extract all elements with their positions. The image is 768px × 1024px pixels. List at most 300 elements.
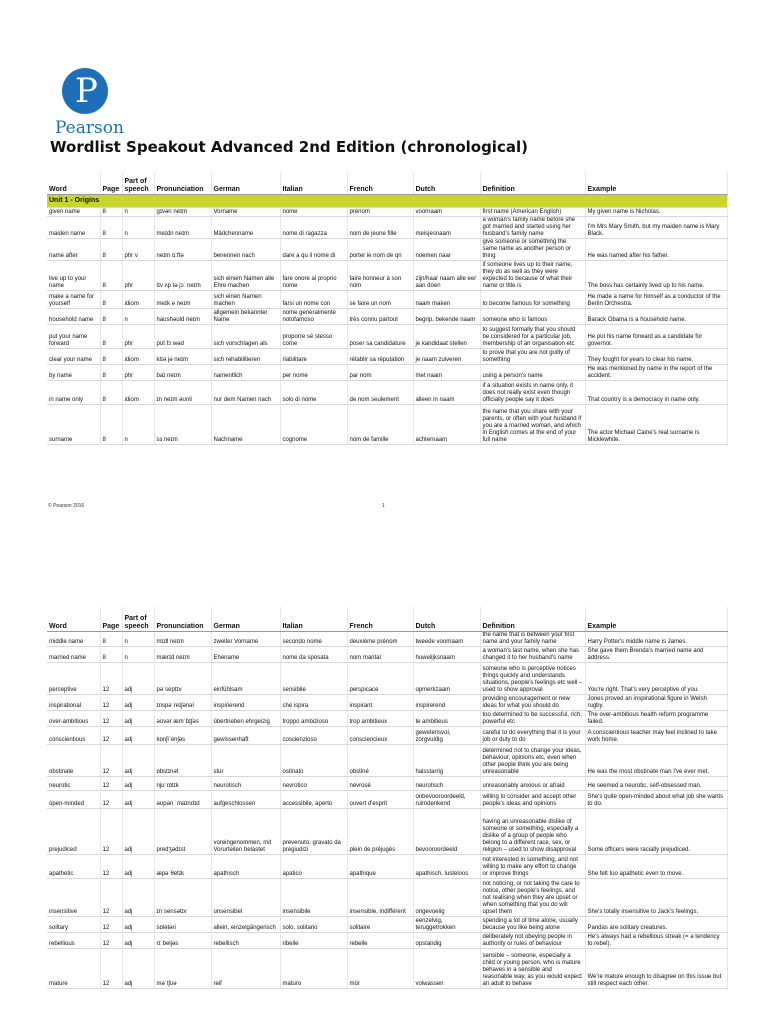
pearson-logo-icon — [62, 68, 108, 114]
cell-word: surname — [47, 404, 100, 444]
cell-word: prejudiced — [47, 808, 100, 854]
cell-german: aufgeschlossen — [211, 790, 280, 808]
cell-pronunciation: pəˈseptɪv — [154, 662, 211, 694]
cell-example: He made a name for himself as a conductor of the Berlin Orchestra. — [585, 290, 727, 308]
cell-pronunciation: mærɪd neɪm — [154, 646, 211, 662]
cell-page: 12 — [100, 948, 122, 988]
cell-italian: dare a qu il nome di — [280, 238, 347, 260]
cell-definition: if someone lives up to their name, they do as well as they were expected to because of what their name or title is — [480, 260, 585, 290]
cell-word: live up to your name — [47, 260, 100, 290]
header-example: Example — [585, 607, 727, 631]
cell-italian: nome — [280, 207, 347, 216]
header-german: German — [211, 172, 280, 194]
cell-definition: to prove that you are not guilty of something — [480, 348, 585, 364]
cell-dutch: gewetensvol, zorgvuldig — [413, 726, 480, 744]
cell-page: 12 — [100, 808, 122, 854]
cell-example: He was the most obstinate man I've ever met. — [585, 744, 727, 776]
cell-definition: someone who is perceptive notices things quickly and understands situations, people's feelings etc well – used to show approval — [480, 662, 585, 694]
wordlist-table-2 — [47, 607, 728, 989]
cell-pronunciation: æpəˈθetɪk — [154, 854, 211, 878]
cell-example: She's quite open-minded about what job she wants to do. — [585, 790, 727, 808]
cell-page: 12 — [100, 776, 122, 790]
cell-german: nur dem Namen nach — [211, 380, 280, 404]
header-definition: Definition — [480, 172, 585, 194]
cell-page: 12 — [100, 726, 122, 744]
cell-part-of-speech: adj — [122, 710, 154, 726]
cell-example: She felt too apathetic even to move. — [585, 854, 727, 878]
cell-dutch: alleen in naam — [413, 380, 480, 404]
cell-german: sich einen Namen machen — [211, 290, 280, 308]
header-italian: Italian — [280, 172, 347, 194]
cell-dutch: met naam — [413, 364, 480, 380]
cell-german: allein, einzelgängerisch — [211, 916, 280, 932]
table-row — [47, 932, 727, 948]
cell-dutch: bevooroordeeld — [413, 808, 480, 854]
cell-example: The actor Michael Caine's real surname is Micklewhite. — [585, 404, 727, 444]
cell-definition: a woman's family name before she got married and started using her husband's family name — [480, 216, 585, 238]
table-row — [47, 216, 727, 238]
cell-part-of-speech: adj — [122, 694, 154, 710]
cell-part-of-speech: adj — [122, 776, 154, 790]
cell-italian: troppo ambizioso — [280, 710, 347, 726]
table-row — [47, 744, 727, 776]
cell-italian: solo di nome — [280, 380, 347, 404]
cell-pronunciation: baɪ neɪm — [154, 364, 211, 380]
cell-italian: nevrotico — [280, 776, 347, 790]
cell-part-of-speech: adj — [122, 790, 154, 808]
table-row — [47, 776, 727, 790]
cell-french: nom marital — [347, 646, 413, 662]
cell-example: Harry Potter's middle name is James. — [585, 631, 727, 646]
cell-french: poser sa candidature — [347, 324, 413, 348]
cell-definition: spending a lot of time alone, usually because you like being alone — [480, 916, 585, 932]
cell-word: middle name — [47, 631, 100, 646]
cell-pronunciation: sɜːneɪm — [154, 404, 211, 444]
cell-page: 8 — [100, 216, 122, 238]
cell-word: by name — [47, 364, 100, 380]
cell-german: namentlich — [211, 364, 280, 380]
cell-pronunciation: ɪn neɪm əʊnli — [154, 380, 211, 404]
cell-page: 12 — [100, 854, 122, 878]
cell-german: übertrieben ehrgeizig — [211, 710, 280, 726]
table-row — [47, 238, 727, 260]
cell-french: rétablir sa réputation — [347, 348, 413, 364]
header-word: Word — [47, 607, 100, 631]
cell-pronunciation: haʊshəʊld neɪm — [154, 308, 211, 324]
header-part-of-speech: Part of speech — [122, 607, 154, 631]
cell-dutch: te ambitieus — [413, 710, 480, 726]
cell-definition: to suggest formally that you should be considered for a particular job, membership of an organisation etc — [480, 324, 585, 348]
cell-definition: determined not to change your ideas, behaviour, opinions etc, even when other people think you are being unreasonable — [480, 744, 585, 776]
cell-word: obstinate — [47, 744, 100, 776]
table-row — [47, 662, 727, 694]
header-italian: Italian — [280, 607, 347, 631]
table-row — [47, 790, 727, 808]
cell-french: consciencieux — [347, 726, 413, 744]
cell-definition: providing encouragement or new ideas for what you should do — [480, 694, 585, 710]
table-row — [47, 808, 727, 854]
table-row — [47, 308, 727, 324]
logo-text: Pearson — [55, 118, 124, 138]
header-page: Page — [100, 607, 122, 631]
cell-german: Ehename — [211, 646, 280, 662]
cell-page: 8 — [100, 364, 122, 380]
cell-german: reif — [211, 948, 280, 988]
cell-definition: using a person's name — [480, 364, 585, 380]
cell-german: benennen nach — [211, 238, 280, 260]
cell-page: 8 — [100, 238, 122, 260]
cell-page: 8 — [100, 348, 122, 364]
cell-pronunciation: klɪə jə neɪm — [154, 348, 211, 364]
cell-dutch: volwassen — [413, 948, 480, 988]
cell-pronunciation: neɪm ɑːftə — [154, 238, 211, 260]
cell-page: 8 — [100, 404, 122, 444]
cell-example: Some officers were racially prejudiced. — [585, 808, 727, 854]
cell-french: de nom seulement — [347, 380, 413, 404]
cell-dutch: achternaam — [413, 404, 480, 444]
cell-example: He was mentioned by name in the report of the accident. — [585, 364, 727, 380]
cell-definition: not noticing, or not taking the care to notice, other people's feelings, and not realising when they are upset or when something that you do will upset them — [480, 878, 585, 916]
cell-word: over-ambitious — [47, 710, 100, 726]
cell-part-of-speech: adj — [122, 916, 154, 932]
cell-page: 8 — [100, 631, 122, 646]
header-dutch: Dutch — [413, 607, 480, 631]
cell-italian: nome di ragazza — [280, 216, 347, 238]
header-pronunciation: Pronunciation — [154, 607, 211, 631]
cell-french: ouvert d'esprit — [347, 790, 413, 808]
cell-word: name after — [47, 238, 100, 260]
cell-dutch: je kandidaat stellen — [413, 324, 480, 348]
unit-row — [47, 194, 727, 207]
header-example: Example — [585, 172, 727, 194]
cell-page: 8 — [100, 308, 122, 324]
cell-pronunciation: ɒbstɪnət — [154, 744, 211, 776]
cell-dutch: apathisch, lusteloos — [413, 854, 480, 878]
cell-german: Nachname — [211, 404, 280, 444]
cell-pronunciation: kɒnʃiˈenʃəs — [154, 726, 211, 744]
cell-german: Mädchenname — [211, 216, 280, 238]
cell-example: He seemed a neurotic, self-obsessed man. — [585, 776, 727, 790]
footer-page-number: 1 — [382, 503, 385, 509]
cell-example: Pandas are solitary creatures. — [585, 916, 727, 932]
cell-french: faire honneur à son nom — [347, 260, 413, 290]
cell-italian: che ispira — [280, 694, 347, 710]
cell-french: apathique — [347, 854, 413, 878]
cell-page: 12 — [100, 932, 122, 948]
cell-page: 8 — [100, 380, 122, 404]
table-row — [47, 710, 727, 726]
cell-dutch: ongevoelig — [413, 878, 480, 916]
cell-italian: ostinato — [280, 744, 347, 776]
cell-french: porter le nom de qn — [347, 238, 413, 260]
cell-part-of-speech: n — [122, 308, 154, 324]
cell-word: mature — [47, 948, 100, 988]
cell-italian: coscienzioso — [280, 726, 347, 744]
cell-dutch: begrip, bekende naam — [413, 308, 480, 324]
cell-part-of-speech: idiom — [122, 290, 154, 308]
table-row — [47, 348, 727, 364]
cell-word: apathetic — [47, 854, 100, 878]
cell-pronunciation: njʊˈrɒtɪk — [154, 776, 211, 790]
cell-french: se faire un nom — [347, 290, 413, 308]
cell-definition: the name that is between your first name and your family name — [480, 631, 585, 646]
header-german: German — [211, 607, 280, 631]
cell-definition: deliberately not obeying people in authority or rules of behaviour — [480, 932, 585, 948]
table-header-row — [47, 607, 727, 631]
cell-example: He put his name forward as a candidate for governor. — [585, 324, 727, 348]
cell-italian: nome generalmente notofamoso — [280, 308, 347, 324]
cell-part-of-speech: phr — [122, 364, 154, 380]
cell-italian: apatico — [280, 854, 347, 878]
cell-example: Jones proved an inspirational figure in Welsh rugby. — [585, 694, 727, 710]
table-row — [47, 364, 727, 380]
cell-pronunciation: meɪk ə neɪm — [154, 290, 211, 308]
cell-word: inspirational — [47, 694, 100, 710]
cell-definition: too determined to be successful, rich, powerful etc — [480, 710, 585, 726]
cell-italian: proporre sé stesso come — [280, 324, 347, 348]
cell-dutch: meisjesnaam — [413, 216, 480, 238]
cell-dutch: opmerkzaam — [413, 662, 480, 694]
cell-definition: a woman's last name, when she has changed it to her husband's name — [480, 646, 585, 662]
cell-example: They fought for years to clear his name. — [585, 348, 727, 364]
cell-italian: fare onore al proprio nome — [280, 260, 347, 290]
cell-part-of-speech: idiom — [122, 348, 154, 364]
cell-dutch: voornaam — [413, 207, 480, 216]
cell-pronunciation: məˈtʃʊə — [154, 948, 211, 988]
cell-italian: maturo — [280, 948, 347, 988]
cell-pronunciation: lɪv ʌp tə jɔː neɪm — [154, 260, 211, 290]
cell-italian: cognome — [280, 404, 347, 444]
cell-french: obstiné — [347, 744, 413, 776]
cell-word: conscientious — [47, 726, 100, 744]
cell-word: insensitive — [47, 878, 100, 916]
cell-page: 12 — [100, 710, 122, 726]
cell-page: 12 — [100, 694, 122, 710]
cell-word: solitary — [47, 916, 100, 932]
cell-pronunciation: pʊt fɔːwəd — [154, 324, 211, 348]
cell-dutch: naam maken — [413, 290, 480, 308]
table-row — [47, 916, 727, 932]
table-header-row — [47, 172, 727, 194]
cell-german: einfühlsam — [211, 662, 280, 694]
cell-example: My given name is Nicholas. — [585, 207, 727, 216]
cell-dutch: noemen naar — [413, 238, 480, 260]
header-word: Word — [47, 172, 100, 194]
cell-definition: someone who is famous — [480, 308, 585, 324]
cell-example: We're mature enough to disagree on this issue but still respect each other. — [585, 948, 727, 988]
cell-word: make a name for yourself — [47, 290, 100, 308]
cell-word: given name — [47, 207, 100, 216]
cell-example: She gave them Brenda's married name and address. — [585, 646, 727, 662]
table-row — [47, 646, 727, 662]
cell-french: solitaire — [347, 916, 413, 932]
header-pronunciation: Pronunciation — [154, 172, 211, 194]
cell-page: 12 — [100, 878, 122, 916]
cell-definition: careful to do everything that it is your job or duty to do — [480, 726, 585, 744]
cell-page: 8 — [100, 646, 122, 662]
cell-dutch: neurotisch — [413, 776, 480, 790]
table-row — [47, 404, 727, 444]
cell-french: inspirant — [347, 694, 413, 710]
table-row — [47, 631, 727, 646]
cell-italian: insensibile — [280, 878, 347, 916]
cell-pronunciation: ɡɪvən neɪm — [154, 207, 211, 216]
cell-french: plein de préjugés — [347, 808, 413, 854]
cell-italian: accessibile, aperto — [280, 790, 347, 808]
cell-dutch: zijn/haar naam alle eer aan doen — [413, 260, 480, 290]
cell-italian: nome da sposata — [280, 646, 347, 662]
cell-french: nom de jeune fille — [347, 216, 413, 238]
table-row — [47, 324, 727, 348]
unit-label: Unit 1 - Origins — [47, 194, 727, 207]
cell-german: apathisch — [211, 854, 280, 878]
cell-page: 12 — [100, 662, 122, 694]
cell-word: maiden name — [47, 216, 100, 238]
cell-french: prénom — [347, 207, 413, 216]
header-page: Page — [100, 172, 122, 194]
cell-dutch: inspirerend — [413, 694, 480, 710]
cell-german: voreingenommen, mit Vorurteilen belastet — [211, 808, 280, 854]
cell-definition: give someone or something the same name as another person or thing — [480, 238, 585, 260]
cell-page: 8 — [100, 290, 122, 308]
cell-part-of-speech: adj — [122, 744, 154, 776]
cell-german: sich vorschlagen als — [211, 324, 280, 348]
cell-pronunciation: ɪnˈsensətɪv — [154, 878, 211, 916]
cell-word: married name — [47, 646, 100, 662]
cell-french: par nom — [347, 364, 413, 380]
cell-part-of-speech: adj — [122, 726, 154, 744]
cell-page: 12 — [100, 744, 122, 776]
table-row — [47, 948, 727, 988]
cell-word: open-minded — [47, 790, 100, 808]
cell-pronunciation: predʒədɪst — [154, 808, 211, 854]
cell-german: sich einem Namen alle Ehre machen — [211, 260, 280, 290]
header-dutch: Dutch — [413, 172, 480, 194]
table-row — [47, 854, 727, 878]
cell-example: He's always had a rebellious streak (= a tendency to rebel). — [585, 932, 727, 948]
header-french: French — [347, 172, 413, 194]
cell-german: zweiter Vorname — [211, 631, 280, 646]
cell-italian: solo, solitario — [280, 916, 347, 932]
cell-part-of-speech: phr — [122, 324, 154, 348]
cell-part-of-speech: n — [122, 216, 154, 238]
table-row — [47, 260, 727, 290]
cell-french: nom de famille — [347, 404, 413, 444]
cell-word: in name only — [47, 380, 100, 404]
pearson-logo — [55, 68, 135, 138]
cell-part-of-speech: n — [122, 207, 154, 216]
cell-german: allgemein bekannter Name — [211, 308, 280, 324]
cell-part-of-speech: n — [122, 404, 154, 444]
table-row — [47, 726, 727, 744]
cell-definition: not interested in something, and not willing to make any effort to change or improve things — [480, 854, 585, 878]
cell-part-of-speech: adj — [122, 808, 154, 854]
cell-part-of-speech: idiom — [122, 380, 154, 404]
cell-part-of-speech: adj — [122, 662, 154, 694]
cell-example: You're right. That's very perceptive of you. — [585, 662, 727, 694]
cell-definition: having an unreasonable dislike of someone or something, especially a dislike of a group of people who belong to a different race, sex, or religion – used to show disapproval — [480, 808, 585, 854]
table-row — [47, 878, 727, 916]
header-french: French — [347, 607, 413, 631]
cell-pronunciation: əʊvər æmˈbɪʃəs — [154, 710, 211, 726]
cell-word: neurotic — [47, 776, 100, 790]
cell-french: rebelle — [347, 932, 413, 948]
table-row — [47, 694, 727, 710]
cell-part-of-speech: n — [122, 646, 154, 662]
cell-definition: first name (American English) — [480, 207, 585, 216]
cell-dutch: tweede voornaam — [413, 631, 480, 646]
table-row — [47, 290, 727, 308]
cell-part-of-speech: adj — [122, 878, 154, 916]
cell-part-of-speech: adj — [122, 932, 154, 948]
cell-italian: secondo nome — [280, 631, 347, 646]
cell-german: gewissenhaft — [211, 726, 280, 744]
cell-definition: if a situation exists in name only, it does not really exist even though officially people say it does — [480, 380, 585, 404]
cell-french: trop ambitieux — [347, 710, 413, 726]
cell-page: 12 — [100, 916, 122, 932]
page-title: Wordlist Speakout Advanced 2nd Edition (chronological) — [50, 138, 528, 156]
cell-french: perspicace — [347, 662, 413, 694]
cell-example: That country is a democracy in name only. — [585, 380, 727, 404]
cell-pronunciation: meɪdn neɪm — [154, 216, 211, 238]
cell-german: stur — [211, 744, 280, 776]
cell-part-of-speech: phr — [122, 260, 154, 290]
cell-example: The over-ambitious health reform programme failed. — [585, 710, 727, 726]
cell-definition: unreasonably anxious or afraid — [480, 776, 585, 790]
cell-word: perceptive — [47, 662, 100, 694]
cell-definition: willing to consider and accept other people's ideas and opinions — [480, 790, 585, 808]
cell-example: She's totally insensitive to Jack's feelings. — [585, 878, 727, 916]
cell-definition: the name that you share with your parents, or often with your husband if you are a married woman, and which in English comes at the end of your full name — [480, 404, 585, 444]
cell-french: insensible, indifférent — [347, 878, 413, 916]
cell-italian: prevenuto, gravato da pregiudizi — [280, 808, 347, 854]
cell-french: très connu partout — [347, 308, 413, 324]
cell-dutch: halsstarrig — [413, 744, 480, 776]
footer-copyright: © Pearson 2016 — [48, 503, 85, 509]
cell-page: 12 — [100, 790, 122, 808]
cell-word: rebellious — [47, 932, 100, 948]
cell-german: sich rehabilitieren — [211, 348, 280, 364]
table-row — [47, 207, 727, 216]
cell-dutch: opstandig — [413, 932, 480, 948]
cell-german: unsensibel — [211, 878, 280, 916]
cell-example: He was named after his father. — [585, 238, 727, 260]
cell-page: 8 — [100, 260, 122, 290]
cell-example: Barack Obama is a household name. — [585, 308, 727, 324]
logo-letter: P — [75, 71, 98, 111]
cell-dutch: eenzelvig, teruggetrokken — [413, 916, 480, 932]
cell-part-of-speech: n — [122, 631, 154, 646]
cell-french: névrosé — [347, 776, 413, 790]
cell-page: 8 — [100, 207, 122, 216]
cell-pronunciation: əʊpən ˈmaɪndɪd — [154, 790, 211, 808]
cell-pronunciation: rɪˈbeljəs — [154, 932, 211, 948]
cell-dutch: je naam zuiveren — [413, 348, 480, 364]
cell-example: A conscientious teacher may feel inclined to take work home. — [585, 726, 727, 744]
cell-french: deuxième prénom — [347, 631, 413, 646]
cell-pronunciation: mɪdl neɪm — [154, 631, 211, 646]
cell-definition: to become famous for something — [480, 290, 585, 308]
cell-page: 8 — [100, 324, 122, 348]
cell-example: The boss has certainly lived up to his name. — [585, 260, 727, 290]
cell-word: put your name forward — [47, 324, 100, 348]
wordlist-table-1 — [47, 172, 728, 445]
cell-french: mûr — [347, 948, 413, 988]
header-definition: Definition — [480, 607, 585, 631]
cell-dutch: onbevooroordeeld, ruimdenkend — [413, 790, 480, 808]
cell-german: Vorname — [211, 207, 280, 216]
header-part-of-speech: Part of speech — [122, 172, 154, 194]
